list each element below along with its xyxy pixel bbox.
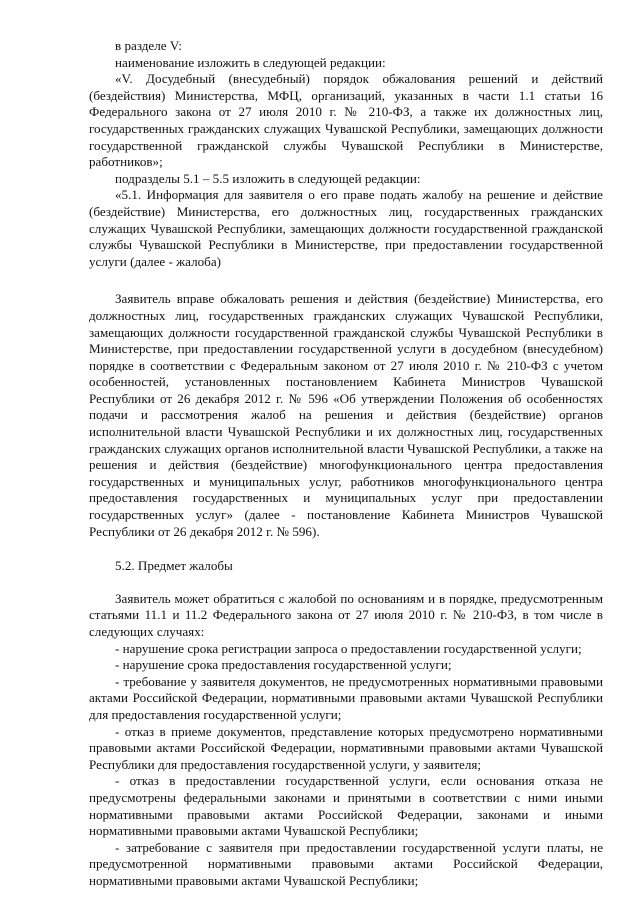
subsections-instruction: подразделы 5.1 – 5.5 изложить в следующей редакции: (115, 170, 421, 186)
list-item: - затребование с заявителя при предоставлении государственной услуги платы, не предусмотренной нормативными правовыми актами Российской Федерации, нормативными правовыми актами Чувашской Республики; (89, 839, 603, 888)
list-item: - нарушение срока регистрации запроса о предоставлении государственной услуги; (115, 640, 582, 656)
subsection-5-2-heading: 5.2. Предмет жалобы (115, 558, 233, 574)
complaint-grounds-intro: Заявитель может обратиться с жалобой по основаниям и в порядке, предусмотренным статьями 11.1 и 11.2 Федерального закона от 27 июля 2010 г. № 210-ФЗ, в том числе в следующих случаях: (89, 590, 603, 639)
list-item: - отказ в приеме документов, представление которых предусмотрено нормативными правовыми актами Российской Федерации, нормативными правовыми актами Чувашской Республики для предоставления государственной услуги, у заявителя; (89, 723, 603, 772)
section-v-intro: в разделе V: (115, 38, 182, 53)
section-v-title: «V. Досудебный (внесудебный) порядок обжалования решений и действий (бездействия) Министерства, МФЦ, организаций, указанных в части 1.1 статьи 16 Федерального закона от 27 июля 2010 г. № 210-ФЗ, а также их должностных лиц, государственных гражданских служащих Чувашской Республики, замещающих должности государственной гражданской службы Чувашской Республики в Министерстве, работников»; (89, 71, 603, 170)
list-item: - отказ в предоставлении государственной услуги, если основания отказа не предусмотрены федеральными законами и принятыми в соответствии с ними иными нормативными правовыми актами Российской Федерации, законами и иными нормативными правовыми актами Чувашской Республики; (89, 773, 603, 839)
subsection-5-1-heading: «5.1. Информация для заявителя о его праве подать жалобу на решение и действие (бездействие) Министерства, его должностных лиц, государственных гражданских служащих Чувашской Республики, замещающих должности государственной гражданской службы Чувашской Республики в Министерстве, при предоставлении государственной услуги (далее - жалоба) (89, 187, 603, 269)
list-item: - нарушение срока предоставления государственной услуги; (115, 657, 452, 673)
list-item: - требование у заявителя документов, не предусмотренных нормативными правовыми актами Российской Федерации, нормативными правовыми актами Чувашской Республики для предоставления государственной услуги; (89, 673, 603, 722)
naming-instruction: наименование изложить в следующей редакции: (115, 54, 386, 70)
appeal-right-paragraph: Заявитель вправе обжаловать решения и действия (бездействие) Министерства, его должностных лиц, государственных гражданских служащих Чувашской Республики, замещающих должности государственной гражданской службы Чувашской Республики в Министерстве, при предоставлении государственной услуги в досудебном (внесудебном) порядке в соответствии с Федеральным законом от 27 июля 2010 г. № 210-ФЗ с учетом особенностей, установленных постановлением Кабинета Министров Чувашской Республики от 26 декабря 2012 г. № 596 «Об утверждении Положения об особенностях подачи и рассмотрения жалоб на решения и действия (бездействие) органов исполнительной власти Чувашской Республики и их должностных лиц, государственных гражданских служащих органов исполнительной власти Чувашской Республики, а также на решения и действия (бездействие) многофункционального центра предоставления государственных и муниципальных услуг, работников многофункционального центра предоставления государственных и муниципальных услуг при предоставлении государственных услуг» (далее - постановление Кабинета Министров Чувашской Республики от 26 декабря 2012 г. № 596). (89, 291, 603, 539)
